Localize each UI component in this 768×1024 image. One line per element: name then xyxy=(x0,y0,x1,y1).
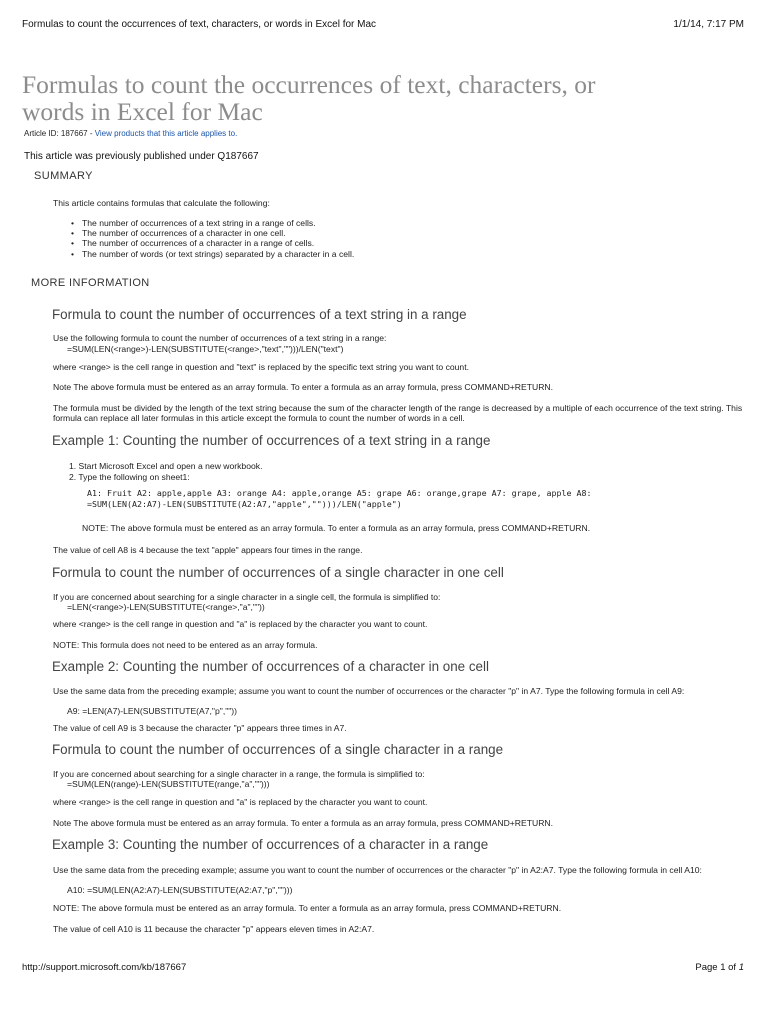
result-text: The value of cell A9 is 3 because the character "p" appears three times in A7. xyxy=(53,723,347,733)
products-link[interactable]: View products that this article applies to. xyxy=(94,129,238,138)
array-formula-note: Note The above formula must be entered as an array formula. To enter a formula as an array formula, press COMMAND+RETURN. xyxy=(53,818,553,828)
page-total: 1 xyxy=(738,962,744,973)
list-item: • The number of words (or text strings) separated by a character in a cell. xyxy=(71,249,354,259)
print-footer-url: http://support.microsoft.com/kb/187667 xyxy=(22,962,187,973)
formula: A9: =LEN(A7)-LEN(SUBSTITUTE(A7,"p","")) xyxy=(67,706,238,716)
section-text: where <range> is the cell range in question and "text" is replaced by the specific text string you want to count. xyxy=(53,362,469,372)
article-meta xyxy=(24,129,237,138)
page-label: Page 1 of xyxy=(695,962,739,973)
list-item: • The number of occurrences of a character in a range of cells. xyxy=(71,238,354,248)
summary-heading: SUMMARY xyxy=(34,170,93,182)
section-text: Use the following formula to count the number of occurrences of a text string in a range: xyxy=(53,333,387,343)
section-heading-single-char-range: Formula to count the number of occurrences of a single character in a range xyxy=(52,742,504,757)
formula: =SUM(LEN(<range>)-LEN(SUBSTITUTE(<range>,"text","")))/LEN("text") xyxy=(67,344,344,354)
previously-published-note: This article was previously published under Q187667 xyxy=(24,151,259,162)
formula: A10: =SUM(LEN(A2:A7)-LEN(SUBSTITUTE(A2:A7,"p",""))) xyxy=(67,885,293,895)
note-text: NOTE: This formula does not need to be entered as an array formula. xyxy=(53,640,318,650)
summary-intro: This article contains formulas that calculate the following: xyxy=(53,198,270,208)
code-line: A1: Fruit A2: apple,apple A3: orange A4: apple,orange A5: grape A6: orange,grape A7: grape, apple A8: xyxy=(87,488,592,498)
example-3-heading: Example 3: Counting the number of occurrences of a character in a range xyxy=(52,837,489,852)
result-text: The value of cell A10 is 11 because the character "p" appears eleven times in A2:A7. xyxy=(53,924,375,934)
list-item: • The number of occurrences of a text string in a range of cells. xyxy=(71,218,354,228)
article-id: Article ID: 187667 - xyxy=(24,129,95,138)
summary-list xyxy=(71,218,354,259)
array-formula-note: NOTE: The above formula must be entered as an array formula. To enter a formula as an array formula, press COMMAND+RETURN. xyxy=(82,523,591,533)
section-heading-text-string-range: Formula to count the number of occurrences of a text string in a range xyxy=(52,307,467,322)
list-item: • The number of occurrences of a character in one cell. xyxy=(71,228,354,238)
list-item: 1. Start Microsoft Excel and open a new workbook. xyxy=(69,461,263,471)
section-text: If you are concerned about searching for a single character in a range, the formula is simplified to: xyxy=(53,769,425,779)
section-text: The formula must be divided by the length of the text string because the sum of the character length of the range is decreased by a multiple of each occurrence of the text string. This formula can replace all later formulas in this article except the formula to count the number of words in a cell. xyxy=(53,403,743,423)
code-line: =SUM(LEN(A2:A7)-LEN(SUBSTITUTE(A2:A7,"apple","")))/LEN("apple") xyxy=(87,499,402,509)
list-item: 2. Type the following on sheet1: xyxy=(69,471,190,482)
example-1-steps xyxy=(69,461,262,482)
section-text: where <range> is the cell range in question and "a" is replaced by the character you want to count. xyxy=(53,797,428,807)
formula: =SUM(LEN(range)-LEN(SUBSTITUTE(range,"a",""))) xyxy=(67,779,270,789)
section-text: where <range> is the cell range in question and "a" is replaced by the character you want to count. xyxy=(53,619,428,629)
print-header-title: Formulas to count the occurrences of text, characters, or words in Excel for Mac xyxy=(22,19,377,30)
section-text: Use the same data from the preceding example; assume you want to count the number of occurrences or the character "p" in A2:A7. Type the following formula in cell A10: xyxy=(53,865,702,875)
result-text: The value of cell A8 is 4 because the text "apple" appears four times in the range. xyxy=(53,545,363,555)
example-1-heading: Example 1: Counting the number of occurrences of a text string in a range xyxy=(52,433,491,448)
section-text: Use the same data from the preceding example; assume you want to count the number of occurrences or the character "p" in A7. Type the following formula in cell A9: xyxy=(53,686,685,696)
formula: =LEN(<range>)-LEN(SUBSTITUTE(<range>,"a","")) xyxy=(67,602,265,612)
array-formula-note: NOTE: The above formula must be entered as an array formula. To enter a formula as an array formula, press COMMAND+RETURN. xyxy=(53,903,562,913)
section-heading-single-char-cell: Formula to count the number of occurrences of a single character in one cell xyxy=(52,565,504,580)
more-information-heading: MORE INFORMATION xyxy=(31,277,150,289)
array-formula-note: Note The above formula must be entered as an array formula. To enter a formula as an array formula, press COMMAND+RETURN. xyxy=(53,382,553,392)
print-footer-page xyxy=(695,962,744,973)
section-text: If you are concerned about searching for a single character in a single cell, the formula is simplified to: xyxy=(53,592,441,602)
example-2-heading: Example 2: Counting the number of occurrences of a character in one cell xyxy=(52,659,489,674)
page-title: Formulas to count the occurrences of text, characters, or words in Excel for Mac xyxy=(22,70,596,126)
print-header-datetime: 1/1/14, 7:17 PM xyxy=(673,19,744,30)
